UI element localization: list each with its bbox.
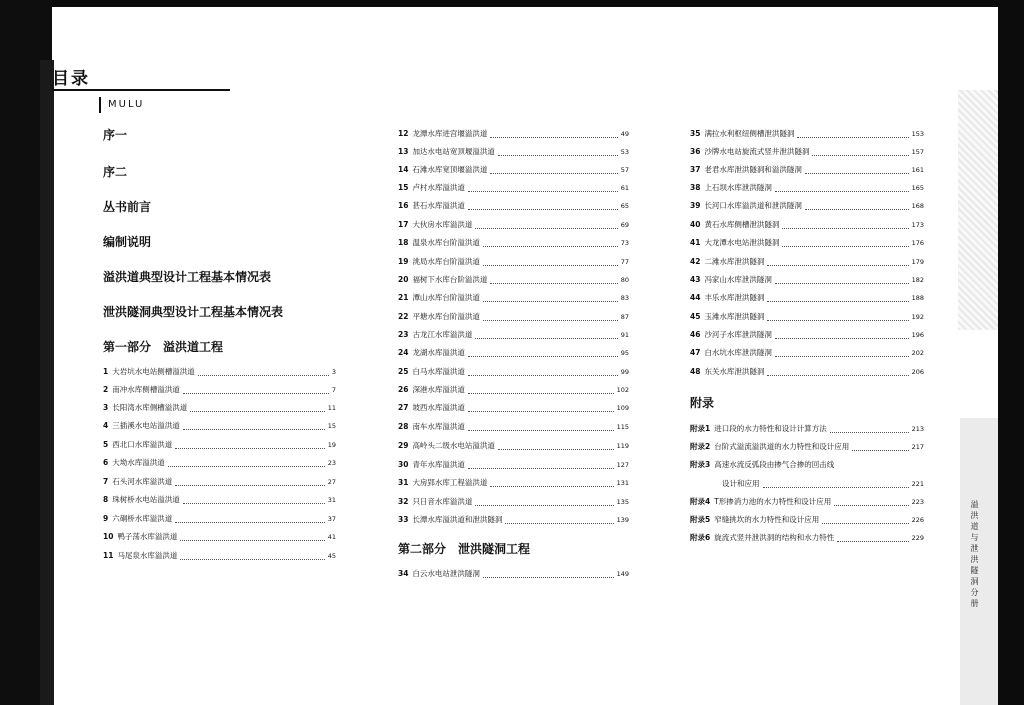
entry-number: 16 xyxy=(398,201,409,210)
entry-title: 温泉水库台阶溢洪道 xyxy=(412,238,480,247)
entry-number: 10 xyxy=(103,532,114,541)
entry-number: 46 xyxy=(690,330,701,339)
entry-page: 217 xyxy=(911,443,924,451)
leader-dots xyxy=(175,521,325,523)
entry-page: 3 xyxy=(331,368,336,376)
entry-page: 221 xyxy=(911,480,924,488)
entry-title: 青年水库溢洪道 xyxy=(412,460,465,469)
leader-dots xyxy=(475,227,617,229)
entry-page: 53 xyxy=(620,148,629,156)
leader-dots xyxy=(183,428,325,430)
toc-entry[interactable] xyxy=(103,457,336,471)
entry-number: 22 xyxy=(398,312,409,321)
entry-number: 8 xyxy=(103,495,109,504)
entry-page: 149 xyxy=(616,570,629,578)
leader-dots xyxy=(775,282,909,284)
leader-dots xyxy=(767,319,908,321)
leader-dots xyxy=(812,154,908,156)
appendix-entry[interactable] xyxy=(690,514,924,528)
entry-title: 黄石水库侧槽泄洪隧洞 xyxy=(704,220,780,229)
entry-number: 2 xyxy=(103,385,109,394)
entry-number: 21 xyxy=(398,293,409,302)
toc-entry[interactable] xyxy=(398,256,629,270)
leader-dots xyxy=(767,300,908,302)
toc-entry[interactable] xyxy=(103,550,336,564)
toc-entry[interactable] xyxy=(103,402,336,416)
entry-title: 加达水电站宽顶堰溢洪道 xyxy=(412,147,495,156)
leader-dots xyxy=(475,337,617,339)
entry-title: 洮局水库台阶溢洪道 xyxy=(412,257,480,266)
entry-title: 东关水库泄洪隧洞 xyxy=(704,367,765,376)
entry-page: 179 xyxy=(911,258,924,266)
toc-entry[interactable] xyxy=(690,366,924,380)
entry-page: 202 xyxy=(911,349,924,357)
leader-dots xyxy=(490,136,617,138)
entry-number: 3 xyxy=(103,403,109,412)
entry-page: 57 xyxy=(620,166,629,174)
entry-number: 30 xyxy=(398,460,409,469)
entry-title: 卢村水库溢洪道 xyxy=(412,183,465,192)
entry-title: 三插溪水电站溢洪道 xyxy=(112,421,180,430)
leader-dots xyxy=(767,374,908,376)
entry-title: 石头河水库溢洪道 xyxy=(112,477,173,486)
entry-title: 长潭水库溢洪道和泄洪隧洞 xyxy=(412,515,503,524)
toc-entry[interactable] xyxy=(398,219,629,233)
appendix-label: 附录1 xyxy=(690,424,711,433)
entry-page: 95 xyxy=(620,349,629,357)
entry-title: 潭山水库台阶溢洪道 xyxy=(412,293,480,302)
leader-dots xyxy=(837,540,908,542)
toc-entry[interactable] xyxy=(398,200,629,214)
entry-page: 213 xyxy=(911,425,924,433)
leader-dots xyxy=(183,502,325,504)
toc-entry[interactable] xyxy=(398,366,629,380)
entry-title: 沙牌水电站旋流式竖井泄洪隧洞 xyxy=(704,147,810,156)
leader-dots xyxy=(490,282,617,284)
leader-dots xyxy=(822,522,908,524)
entry-number: 20 xyxy=(398,275,409,284)
entry-title: 马尾泉水库溢洪道 xyxy=(117,551,178,560)
entry-page: 115 xyxy=(616,423,629,431)
entry-number: 28 xyxy=(398,422,409,431)
entry-page: 192 xyxy=(911,313,924,321)
entry-number: 7 xyxy=(103,477,109,486)
subtitle-bar xyxy=(99,97,101,113)
leader-dots xyxy=(775,355,909,357)
appendix-label: 附录4 xyxy=(690,497,711,506)
toc-entry[interactable] xyxy=(690,164,924,178)
appendix-label: 附录6 xyxy=(690,533,711,542)
entry-page: 119 xyxy=(616,442,629,450)
entry-number: 18 xyxy=(398,238,409,247)
entry-number: 17 xyxy=(398,220,409,229)
toc-entry[interactable] xyxy=(690,237,924,251)
entry-page: 188 xyxy=(911,294,924,302)
entry-number: 37 xyxy=(690,165,701,174)
entry-number: 41 xyxy=(690,238,701,247)
entry-title: 深港水库溢洪道 xyxy=(412,385,465,394)
entry-number: 48 xyxy=(690,367,701,376)
scan-border-right xyxy=(998,0,1024,705)
toc-entry[interactable] xyxy=(690,146,924,160)
entry-page: 31 xyxy=(327,496,336,504)
entry-title: 鸭子荡水库溢洪道 xyxy=(117,532,178,541)
entry-title: 大房郢水库工程溢洪道 xyxy=(412,478,488,487)
appendix-entry-continued[interactable] xyxy=(722,478,924,492)
toc-entry[interactable] xyxy=(690,128,924,142)
entry-page: 45 xyxy=(327,552,336,560)
leader-dots xyxy=(775,337,909,339)
entry-page: 23 xyxy=(327,459,336,467)
entry-title: 珠树桥水电站溢洪道 xyxy=(112,495,180,504)
entry-page: 83 xyxy=(620,294,629,302)
toc-entry[interactable] xyxy=(103,366,336,380)
leader-dots xyxy=(805,172,909,174)
entry-number: 11 xyxy=(103,551,114,560)
entry-page: 49 xyxy=(620,130,629,138)
entry-number: 42 xyxy=(690,257,701,266)
entry-page: 196 xyxy=(911,331,924,339)
entry-title: 沙河子水库泄洪隧洞 xyxy=(704,330,772,339)
entry-page: 109 xyxy=(616,404,629,412)
entry-title: 石滩水库宽顶堰溢洪道 xyxy=(412,165,488,174)
entry-title: 只日音水库溢洪道 xyxy=(412,497,473,506)
part1-heading: 第一部分 溢洪道工程 xyxy=(103,340,224,354)
toc-entry[interactable] xyxy=(398,421,629,435)
toc-entry[interactable] xyxy=(103,420,336,434)
entry-page: 99 xyxy=(620,368,629,376)
toc-entry[interactable] xyxy=(398,402,629,416)
entry-number: 13 xyxy=(398,147,409,156)
entry-number: 25 xyxy=(398,367,409,376)
entry-number: 43 xyxy=(690,275,701,284)
leader-dots xyxy=(475,504,613,506)
entry-page: 91 xyxy=(620,331,629,339)
leader-dots xyxy=(483,576,614,578)
toc-entry[interactable] xyxy=(398,347,629,361)
scan-border-left-shadow xyxy=(40,60,54,705)
toc-entry[interactable] xyxy=(690,329,924,343)
entry-page: 19 xyxy=(327,441,336,449)
leader-dots xyxy=(852,449,908,451)
leader-dots xyxy=(468,392,614,394)
entry-title: 坡西水库溢洪道 xyxy=(412,403,465,412)
toc-entry[interactable] xyxy=(690,292,924,306)
entry-number: 23 xyxy=(398,330,409,339)
entry-number: 15 xyxy=(398,183,409,192)
entry-title: 龙湖水库溢洪道 xyxy=(412,348,465,357)
toc-front-matter[interactable]: 泄洪隧洞典型设计工程基本情况表 xyxy=(103,305,284,319)
entry-number: 39 xyxy=(690,201,701,210)
toc-entry[interactable] xyxy=(103,476,336,490)
entry-title: 老君水库泄洪隧洞和溢洪隧洞 xyxy=(704,165,802,174)
entry-number: 29 xyxy=(398,441,409,450)
entry-number: 14 xyxy=(398,165,409,174)
leader-dots xyxy=(483,300,618,302)
entry-title: 六硐桥水库溢洪道 xyxy=(112,514,173,523)
entry-number: 35 xyxy=(690,129,701,138)
toc-entry[interactable] xyxy=(398,514,629,528)
leader-dots xyxy=(498,154,618,156)
toc-entry[interactable] xyxy=(398,568,629,582)
entry-number: 44 xyxy=(690,293,701,302)
entry-number: 19 xyxy=(398,257,409,266)
entry-page: 41 xyxy=(327,533,336,541)
entry-page: 206 xyxy=(911,368,924,376)
toc-entry[interactable] xyxy=(690,182,924,196)
entry-number: 33 xyxy=(398,515,409,524)
leader-dots xyxy=(168,465,325,467)
entry-page: 223 xyxy=(911,498,924,506)
appendix-label: 附录2 xyxy=(690,442,711,451)
entry-title: 白水坑水库泄洪隧洞 xyxy=(704,348,772,357)
entry-title: 高岭头二级水电站溢洪道 xyxy=(412,441,495,450)
entry-page: 73 xyxy=(620,239,629,247)
entry-page: 139 xyxy=(616,516,629,524)
toc-front-matter[interactable]: 序二 xyxy=(103,165,128,179)
leader-dots xyxy=(483,319,618,321)
entry-number: 24 xyxy=(398,348,409,357)
entry-page: 65 xyxy=(620,202,629,210)
entry-title: 古龙江水库溢洪道 xyxy=(412,330,473,339)
toc-entry[interactable] xyxy=(398,459,629,473)
entry-number: 5 xyxy=(103,440,109,449)
toc-entry[interactable] xyxy=(398,440,629,454)
leader-dots xyxy=(483,245,618,247)
entry-title: 龙潭水库进宫堰溢洪道 xyxy=(412,129,488,138)
leader-dots xyxy=(830,431,909,433)
appendix-label: 附录5 xyxy=(690,515,711,524)
entry-title: 上石坝水库泄洪隧洞 xyxy=(704,183,772,192)
toc-entry[interactable] xyxy=(103,494,336,508)
leader-dots xyxy=(782,245,908,247)
leader-dots xyxy=(180,539,324,541)
entry-page: 102 xyxy=(616,386,629,394)
entry-number: 47 xyxy=(690,348,701,357)
toc-front-matter[interactable]: 溢洪道典型设计工程基本情况表 xyxy=(103,270,272,284)
leader-dots xyxy=(483,264,618,266)
appendix-entry[interactable] xyxy=(690,459,924,473)
appendix-entry[interactable] xyxy=(690,423,924,437)
leader-dots xyxy=(490,172,617,174)
entry-title: 南车水库溢洪道 xyxy=(412,422,465,431)
entry-number: 9 xyxy=(103,514,109,523)
entry-number: 32 xyxy=(398,497,409,506)
toc-entry[interactable] xyxy=(398,496,629,510)
leader-dots xyxy=(805,208,909,210)
entry-page: 173 xyxy=(911,221,924,229)
leader-dots xyxy=(468,374,618,376)
toc-entry[interactable] xyxy=(690,311,924,325)
leader-dots xyxy=(468,467,614,469)
entry-number: 36 xyxy=(690,147,701,156)
leader-dots xyxy=(767,264,908,266)
leader-dots xyxy=(505,522,613,524)
leader-dots xyxy=(198,374,329,376)
entry-page: 226 xyxy=(911,516,924,524)
entry-page: 153 xyxy=(911,130,924,138)
entry-title: 白云水电站泄洪隧洞 xyxy=(412,569,480,578)
part2-heading: 第二部分 泄洪隧洞工程 xyxy=(398,542,531,556)
toc-entry[interactable] xyxy=(398,237,629,251)
toc-entry[interactable] xyxy=(690,256,924,270)
leader-dots xyxy=(180,558,324,560)
toc-entry[interactable] xyxy=(398,128,629,142)
toc-entry[interactable] xyxy=(398,292,629,306)
entry-page: 77 xyxy=(620,258,629,266)
scan-border-top xyxy=(0,0,1024,7)
entry-page: 69 xyxy=(620,221,629,229)
entry-page: 27 xyxy=(327,478,336,486)
entry-title: 玉滩水库泄洪隧洞 xyxy=(704,312,765,321)
entry-title: 旋流式竖井泄洪洞的结构和水力特性 xyxy=(714,533,835,542)
scan-speckle xyxy=(958,90,998,330)
toc-entry[interactable] xyxy=(398,329,629,343)
leader-dots xyxy=(468,410,614,412)
leader-dots xyxy=(763,486,909,488)
entry-title: 平塘水库台阶溢洪道 xyxy=(412,312,480,321)
toc-entry[interactable] xyxy=(690,347,924,361)
entry-title: 大岩坑水电站侧槽溢洪道 xyxy=(112,367,195,376)
entry-title: 进口段的水力特性和设计计算方法 xyxy=(714,424,827,433)
toc-front-matter[interactable]: 丛书前言 xyxy=(103,200,152,214)
entry-title: 高速水流反弧段由掺气合掺的回击线 xyxy=(714,460,835,469)
entry-title: 大伙房水库溢洪道 xyxy=(412,220,473,229)
leader-dots xyxy=(498,448,614,450)
leader-dots xyxy=(468,208,618,210)
entry-number: 34 xyxy=(398,569,409,578)
toc-entry[interactable] xyxy=(103,439,336,453)
leader-dots xyxy=(183,392,329,394)
entry-number: 12 xyxy=(398,129,409,138)
entry-page: 61 xyxy=(620,184,629,192)
toc-entry[interactable] xyxy=(398,311,629,325)
entry-title: 甚石水库溢洪道 xyxy=(412,201,465,210)
entry-title: 大坳水库溢洪道 xyxy=(112,458,165,467)
entry-title: T形掺消力池的水力特性和设计应用 xyxy=(714,497,832,506)
entry-page: 135 xyxy=(616,498,629,506)
toc-entry[interactable] xyxy=(398,477,629,491)
entry-title: 白马水库溢洪道 xyxy=(412,367,465,376)
page-subtitle: MULU xyxy=(108,99,145,110)
entry-page: 229 xyxy=(911,534,924,542)
entry-number: 40 xyxy=(690,220,701,229)
leader-dots xyxy=(468,355,618,357)
entry-title-continued: 设计和应用 xyxy=(722,479,760,488)
entry-title: 西北口水库溢洪道 xyxy=(112,440,173,449)
entry-title: 南冲水库侧槽溢洪道 xyxy=(112,385,180,394)
page-title: 目录 xyxy=(52,69,90,89)
entry-page: 168 xyxy=(911,202,924,210)
entry-page: 37 xyxy=(327,515,336,523)
leader-dots xyxy=(490,485,613,487)
leader-dots xyxy=(782,227,908,229)
entry-page: 15 xyxy=(327,422,336,430)
toc-entry[interactable] xyxy=(398,146,629,160)
toc-front-matter[interactable]: 序一 xyxy=(103,128,128,142)
toc-entry[interactable] xyxy=(103,513,336,527)
entry-number: 45 xyxy=(690,312,701,321)
appendix-entry[interactable] xyxy=(690,496,924,510)
entry-title: 二滩水库泄洪隧洞 xyxy=(704,257,765,266)
entry-page: 161 xyxy=(911,166,924,174)
entry-title: 福树下水库台阶溢洪道 xyxy=(412,275,488,284)
leader-dots xyxy=(797,136,908,138)
leader-dots xyxy=(468,190,618,192)
toc-entry[interactable] xyxy=(398,182,629,196)
leader-dots xyxy=(175,447,325,449)
entry-number: 38 xyxy=(690,183,701,192)
appendix-heading: 附录 xyxy=(690,396,715,410)
toc-entry[interactable] xyxy=(690,219,924,233)
toc-entry[interactable] xyxy=(398,274,629,288)
entry-title: 窄缝挑坎的水力特性和设计应用 xyxy=(714,515,820,524)
entry-page: 182 xyxy=(911,276,924,284)
entry-number: 4 xyxy=(103,421,109,430)
entry-page: 87 xyxy=(620,313,629,321)
entry-title: 台阶式溢流溢洪道的水力特性和设计应用 xyxy=(714,442,850,451)
entry-title: 丰乐水库泄洪隧洞 xyxy=(704,293,765,302)
leader-dots xyxy=(834,504,908,506)
entry-title: 满拉水利枢纽侧槽泄洪隧洞 xyxy=(704,129,795,138)
entry-page: 165 xyxy=(911,184,924,192)
entry-page: 127 xyxy=(616,461,629,469)
entry-title: 长阳湾水库侧槽溢洪道 xyxy=(112,403,188,412)
entry-page: 7 xyxy=(331,386,336,394)
entry-title: 冯家山水库泄洪隧洞 xyxy=(704,275,772,284)
toc-entry[interactable] xyxy=(103,531,336,545)
appendix-label: 附录3 xyxy=(690,460,711,469)
appendix-entry[interactable] xyxy=(690,441,924,455)
entry-number: 26 xyxy=(398,385,409,394)
title-rule xyxy=(52,89,230,91)
appendix-entry[interactable] xyxy=(690,532,924,546)
entry-number: 1 xyxy=(103,367,109,376)
toc-entry[interactable] xyxy=(398,164,629,178)
toc-entry[interactable] xyxy=(103,384,336,398)
leader-dots xyxy=(775,190,909,192)
toc-front-matter[interactable]: 编制说明 xyxy=(103,235,152,249)
leader-dots xyxy=(468,429,614,431)
entry-page: 80 xyxy=(620,276,629,284)
leader-dots xyxy=(190,410,325,412)
toc-entry[interactable] xyxy=(690,274,924,288)
entry-number: 6 xyxy=(103,458,109,467)
entry-page: 157 xyxy=(911,148,924,156)
leader-dots xyxy=(175,484,325,486)
entry-number: 27 xyxy=(398,403,409,412)
entry-page: 131 xyxy=(616,479,629,487)
entry-title: 大龙潭水电站泄洪隧洞 xyxy=(704,238,780,247)
entry-page: 176 xyxy=(911,239,924,247)
entry-title: 长河口水库溢洪道和泄洪隧洞 xyxy=(704,201,802,210)
side-volume-label: 溢洪道与泄洪隧洞分册 xyxy=(970,500,979,610)
entry-page: 11 xyxy=(327,404,336,412)
toc-entry[interactable] xyxy=(398,384,629,398)
toc-entry[interactable] xyxy=(690,200,924,214)
entry-number: 31 xyxy=(398,478,409,487)
